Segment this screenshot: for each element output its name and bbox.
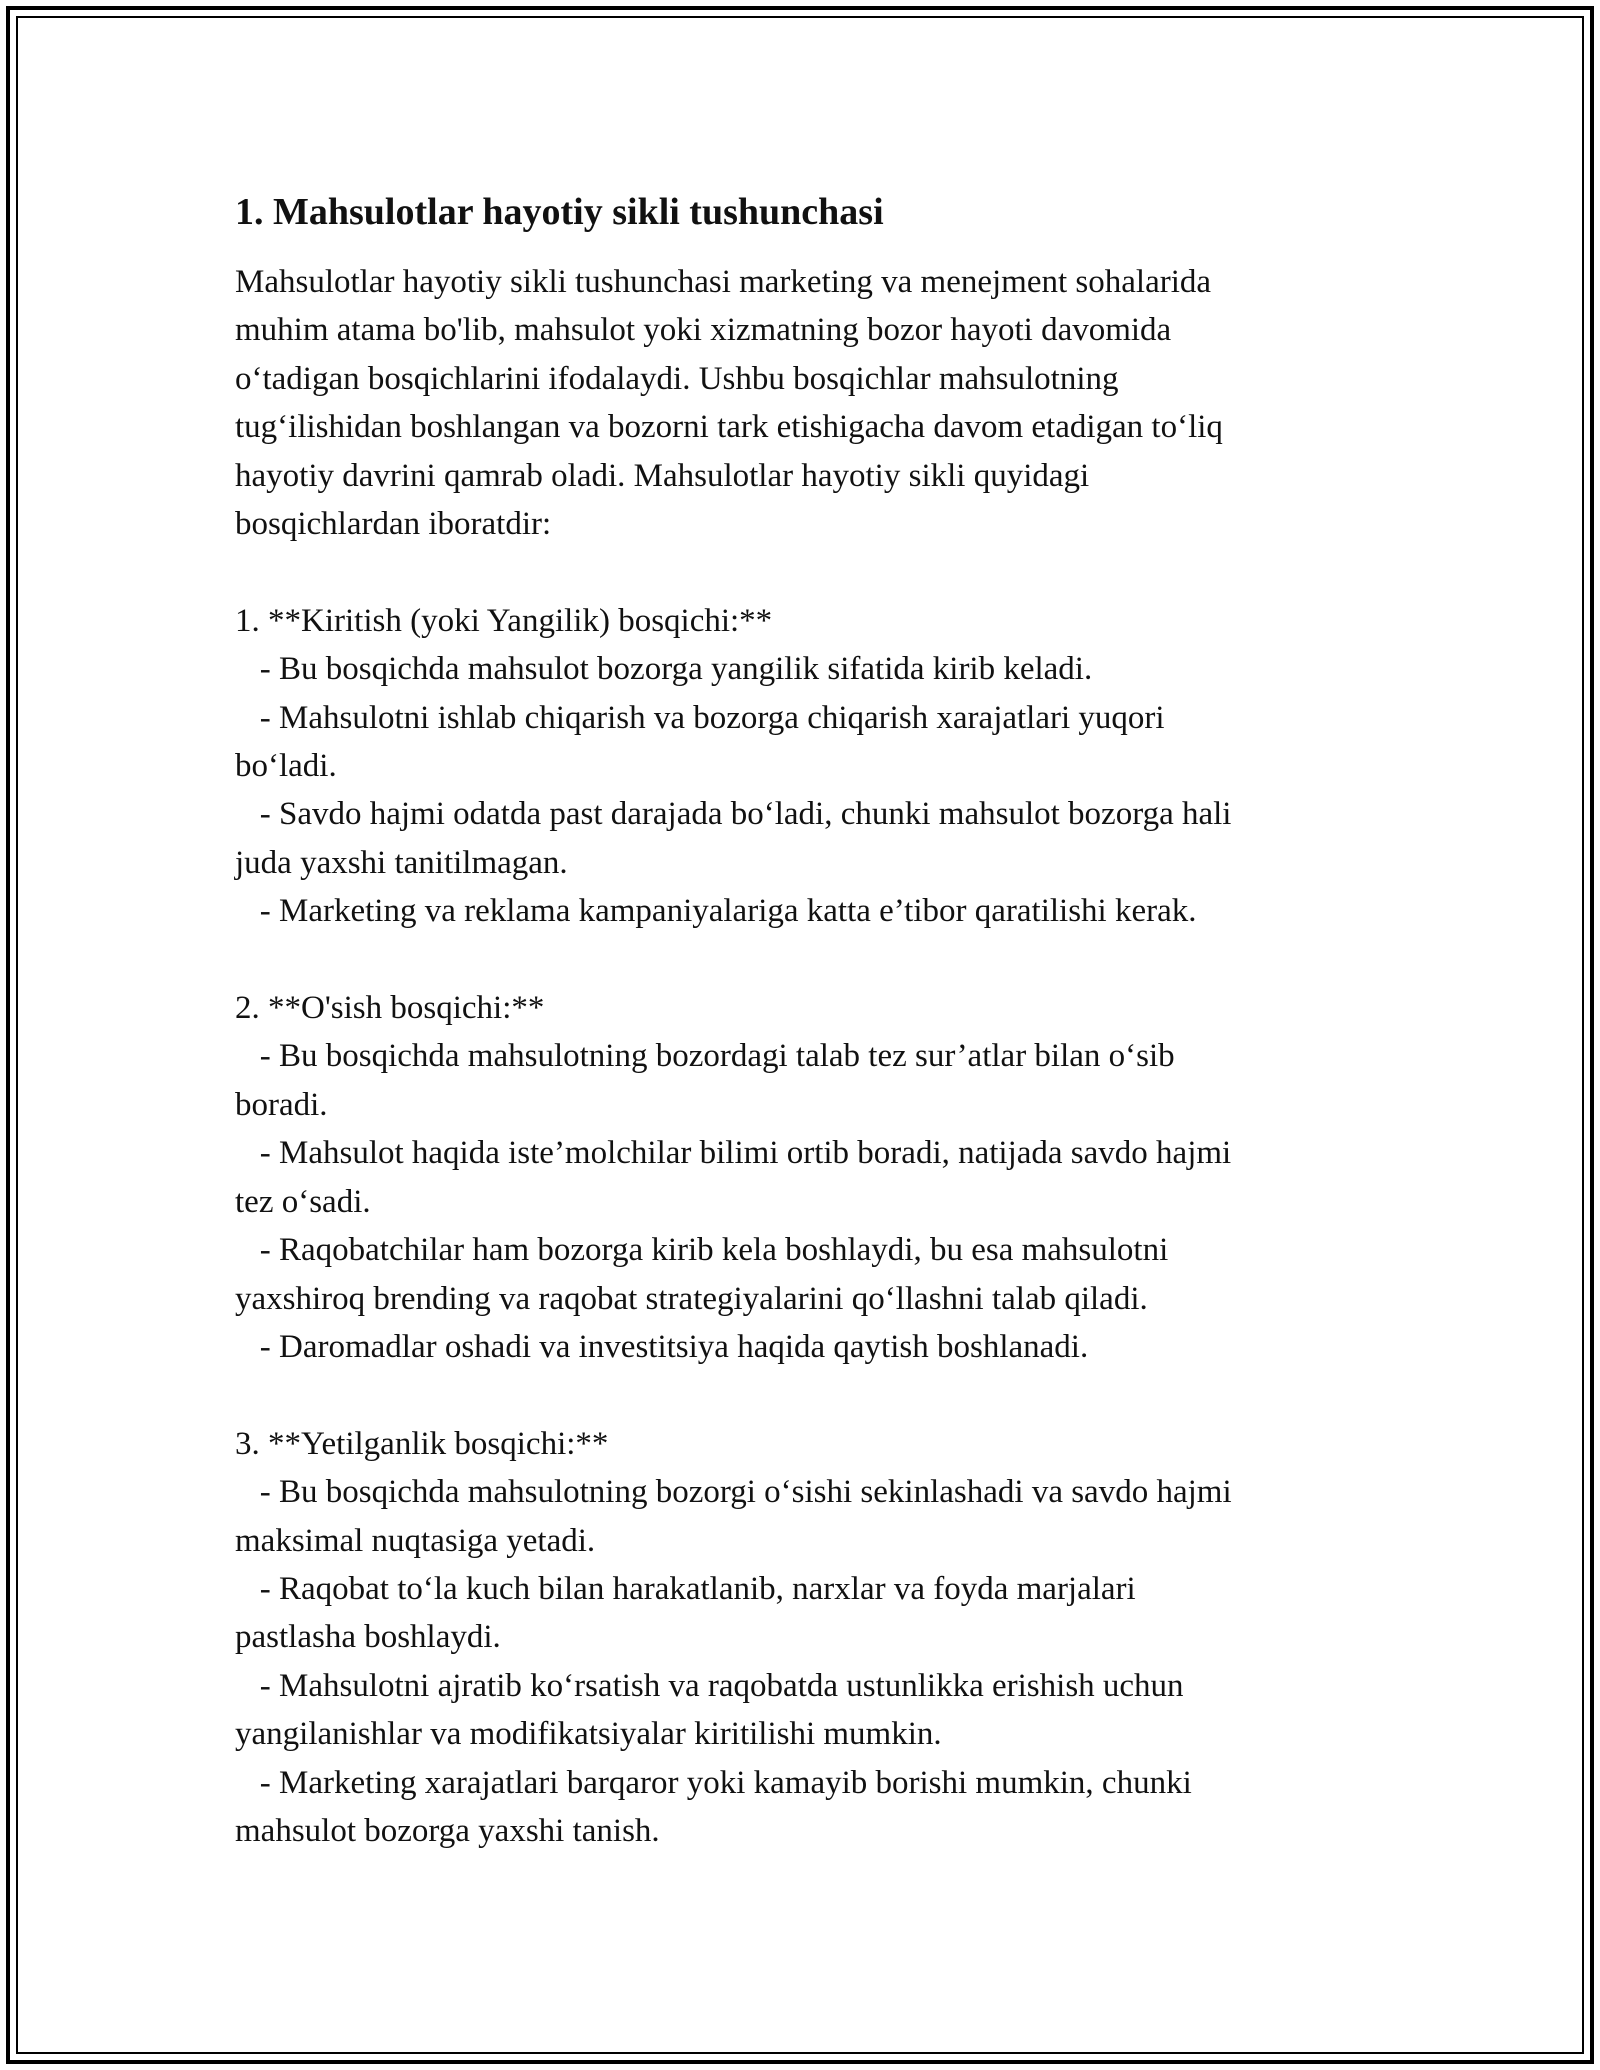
- stage-heading: 1. **Kiritish (yoki Yangilik) bosqichi:**: [235, 602, 773, 639]
- stage-bullet: - Bu bosqichda mahsulot bozorga yangilik sifatida kirib keladi.: [235, 651, 1093, 688]
- stage-heading: 3. **Yetilganlik bosqichi:**: [235, 1425, 609, 1462]
- stage-bullet: - Mahsulotni ajratib ko‘rsatish va raqobatda ustunlikka erishish uchun yangilanishlar va modifikatsiyalar kiritilishi mumkin.: [235, 1667, 1184, 1753]
- stage-bullet: - Mahsulotni ishlab chiqarish va bozorga chiqarish xarajatlari yuqori bo‘ladi.: [235, 699, 1165, 785]
- spacer: [235, 548, 1375, 596]
- stage-section-2: [235, 984, 1375, 1371]
- intro-paragraph: Mahsulotlar hayotiy sikli tushunchasi marketing va menejment sohalarida muhim atama bo'lib, mahsulot yoki xizmatning bozor hayoti davomida o‘tadigan bosqichlarini ifodalaydi. Ushbu bosqichlar mahsulotning tug‘ilishidan boshlangan va bozorni tark etishigacha davom etadigan to‘liq hayotiy davrini qamrab oladi. Mahsulotlar hayotiy sikli quyidagi bosqichlardan iboratdir:: [235, 264, 1223, 543]
- document-title: 1. Mahsulotlar hayotiy sikli tushunchasi: [235, 191, 884, 233]
- stage-bullet: - Bu bosqichda mahsulotning bozorgi o‘sishi sekinlashadi va savdo hajmi maksimal nuqtasiga yetadi.: [235, 1474, 1232, 1559]
- stage-bullet: - Raqobat to‘la kuch bilan harakatlanib, narxlar va foyda marjalari pastlasha boshlaydi.: [235, 1570, 1136, 1656]
- stage-section-1: [235, 597, 1375, 936]
- stage-bullet: - Raqobatchilar ham bozorga kirib kela boshlaydi, bu esa mahsulotni yaxshiroq brending va raqobat strategiyalarini qo‘llashni talab qiladi.: [235, 1232, 1169, 1317]
- stage-section-3: [235, 1420, 1375, 1856]
- spacer: [235, 936, 1375, 984]
- stage-bullet: - Savdo hajmi odatda past darajada bo‘ladi, chunki mahsulot bozorga hali juda yaxshi tanitilmagan.: [235, 796, 1232, 881]
- spacer: [235, 1371, 1375, 1419]
- stage-heading: 2. **O'sish bosqichi:**: [235, 990, 545, 1027]
- stage-bullet: - Daromadlar oshadi va investitsiya haqida qaytish boshlanadi.: [235, 1328, 1089, 1365]
- stage-bullet: - Marketing xarajatlari barqaror yoki kamayib borishi mumkin, chunki mahsulot bozorga yaxshi tanish.: [235, 1764, 1192, 1849]
- stage-bullet: - Mahsulot haqida iste’molchilar bilimi ortib boradi, natijada savdo hajmi tez o‘sadi.: [235, 1135, 1232, 1220]
- document-body: [235, 186, 1375, 1855]
- stage-bullet: - Bu bosqichda mahsulotning bozordagi talab tez sur’atlar bilan o‘sib boradi.: [235, 1038, 1175, 1123]
- stage-bullet: - Marketing va reklama kampaniyalariga katta e’tibor qaratilishi kerak.: [235, 893, 1197, 930]
